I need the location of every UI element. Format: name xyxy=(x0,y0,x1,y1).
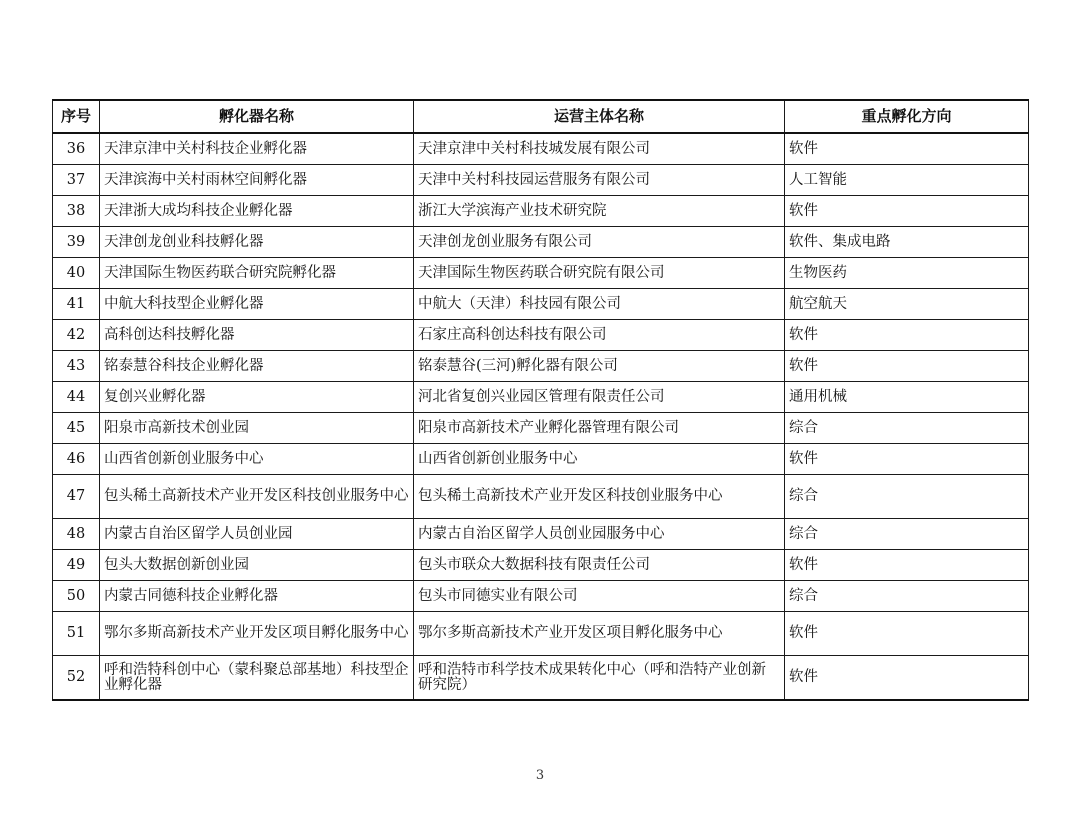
focus-direction-cell: 综合 xyxy=(785,413,1029,444)
focus-direction-cell: 人工智能 xyxy=(785,165,1029,196)
seq-cell: 50 xyxy=(53,581,100,612)
table-row xyxy=(53,227,1029,258)
table-row xyxy=(53,413,1029,444)
operator-name-cell: 中航大（天津）科技园有限公司 xyxy=(414,289,785,320)
incubator-name-cell: 天津京津中关村科技企业孵化器 xyxy=(100,133,414,165)
focus-direction-cell: 通用机械 xyxy=(785,382,1029,413)
seq-cell: 48 xyxy=(53,519,100,550)
seq-cell: 37 xyxy=(53,165,100,196)
focus-direction-cell: 软件 xyxy=(785,656,1029,701)
seq-cell: 44 xyxy=(53,382,100,413)
table-row xyxy=(53,382,1029,413)
incubator-name-cell: 内蒙古自治区留学人员创业园 xyxy=(100,519,414,550)
focus-direction-cell: 软件、集成电路 xyxy=(785,227,1029,258)
seq-cell: 47 xyxy=(53,475,100,519)
focus-direction-cell: 软件 xyxy=(785,320,1029,351)
seq-cell: 43 xyxy=(53,351,100,382)
table-row xyxy=(53,444,1029,475)
operator-name-cell: 包头市联众大数据科技有限责任公司 xyxy=(414,550,785,581)
incubator-name-cell: 天津国际生物医药联合研究院孵化器 xyxy=(100,258,414,289)
focus-direction-cell: 软件 xyxy=(785,444,1029,475)
seq-cell: 36 xyxy=(53,133,100,165)
incubator-name-cell: 中航大科技型企业孵化器 xyxy=(100,289,414,320)
header-seq: 序号 xyxy=(53,100,100,133)
focus-direction-cell: 综合 xyxy=(785,475,1029,519)
incubator-name-cell: 鄂尔多斯高新技术产业开发区项目孵化服务中心 xyxy=(100,612,414,656)
incubator-name-cell: 高科创达科技孵化器 xyxy=(100,320,414,351)
incubator-name-cell: 包头大数据创新创业园 xyxy=(100,550,414,581)
incubator-name-cell: 天津滨海中关村雨林空间孵化器 xyxy=(100,165,414,196)
operator-name-cell: 天津创龙创业服务有限公司 xyxy=(414,227,785,258)
seq-cell: 52 xyxy=(53,656,100,701)
incubator-name-cell: 复创兴业孵化器 xyxy=(100,382,414,413)
operator-name-cell: 天津国际生物医药联合研究院有限公司 xyxy=(414,258,785,289)
incubator-name-cell: 内蒙古同德科技企业孵化器 xyxy=(100,581,414,612)
header-operator-name: 运营主体名称 xyxy=(414,100,785,133)
table-header-row xyxy=(53,100,1029,133)
incubator-name-cell: 山西省创新创业服务中心 xyxy=(100,444,414,475)
table-row xyxy=(53,475,1029,519)
seq-cell: 42 xyxy=(53,320,100,351)
page-number: 3 xyxy=(535,768,545,783)
incubator-name-cell: 呼和浩特科创中心（蒙科聚总部基地）科技型企业孵化器 xyxy=(100,656,414,701)
table-row xyxy=(53,550,1029,581)
operator-name-cell: 阳泉市高新技术产业孵化器管理有限公司 xyxy=(414,413,785,444)
table-row xyxy=(53,519,1029,550)
focus-direction-cell: 软件 xyxy=(785,550,1029,581)
focus-direction-cell: 软件 xyxy=(785,196,1029,227)
focus-direction-cell: 综合 xyxy=(785,581,1029,612)
operator-name-cell: 鄂尔多斯高新技术产业开发区项目孵化服务中心 xyxy=(414,612,785,656)
seq-cell: 39 xyxy=(53,227,100,258)
operator-name-cell: 石家庄高科创达科技有限公司 xyxy=(414,320,785,351)
operator-name-cell: 山西省创新创业服务中心 xyxy=(414,444,785,475)
table-row xyxy=(53,289,1029,320)
incubator-table xyxy=(52,99,1029,701)
header-focus-direction: 重点孵化方向 xyxy=(785,100,1029,133)
seq-cell: 51 xyxy=(53,612,100,656)
operator-name-cell: 包头稀土高新技术产业开发区科技创业服务中心 xyxy=(414,475,785,519)
operator-name-cell: 包头市同德实业有限公司 xyxy=(414,581,785,612)
seq-cell: 38 xyxy=(53,196,100,227)
table-row xyxy=(53,581,1029,612)
operator-name-cell: 浙江大学滨海产业技术研究院 xyxy=(414,196,785,227)
table-row xyxy=(53,612,1029,656)
focus-direction-cell: 软件 xyxy=(785,612,1029,656)
incubator-name-cell: 包头稀土高新技术产业开发区科技创业服务中心 xyxy=(100,475,414,519)
table-row xyxy=(53,258,1029,289)
focus-direction-cell: 航空航天 xyxy=(785,289,1029,320)
table-row xyxy=(53,351,1029,382)
seq-cell: 40 xyxy=(53,258,100,289)
seq-cell: 41 xyxy=(53,289,100,320)
operator-name-cell: 天津中关村科技园运营服务有限公司 xyxy=(414,165,785,196)
header-incubator-name: 孵化器名称 xyxy=(100,100,414,133)
seq-cell: 45 xyxy=(53,413,100,444)
table-row xyxy=(53,133,1029,165)
operator-name-cell: 呼和浩特市科学技术成果转化中心（呼和浩特产业创新研究院） xyxy=(414,656,785,701)
table-row xyxy=(53,656,1029,701)
focus-direction-cell: 软件 xyxy=(785,133,1029,165)
incubator-name-cell: 天津浙大成均科技企业孵化器 xyxy=(100,196,414,227)
operator-name-cell: 内蒙古自治区留学人员创业园服务中心 xyxy=(414,519,785,550)
operator-name-cell: 河北省复创兴业园区管理有限责任公司 xyxy=(414,382,785,413)
table-row xyxy=(53,196,1029,227)
incubator-name-cell: 天津创龙创业科技孵化器 xyxy=(100,227,414,258)
table-row xyxy=(53,165,1029,196)
focus-direction-cell: 综合 xyxy=(785,519,1029,550)
incubator-name-cell: 阳泉市高新技术创业园 xyxy=(100,413,414,444)
table-row xyxy=(53,320,1029,351)
incubator-name-cell: 铭泰慧谷科技企业孵化器 xyxy=(100,351,414,382)
operator-name-cell: 铭泰慧谷(三河)孵化器有限公司 xyxy=(414,351,785,382)
focus-direction-cell: 生物医药 xyxy=(785,258,1029,289)
seq-cell: 49 xyxy=(53,550,100,581)
seq-cell: 46 xyxy=(53,444,100,475)
focus-direction-cell: 软件 xyxy=(785,351,1029,382)
operator-name-cell: 天津京津中关村科技城发展有限公司 xyxy=(414,133,785,165)
table-body xyxy=(53,133,1029,700)
